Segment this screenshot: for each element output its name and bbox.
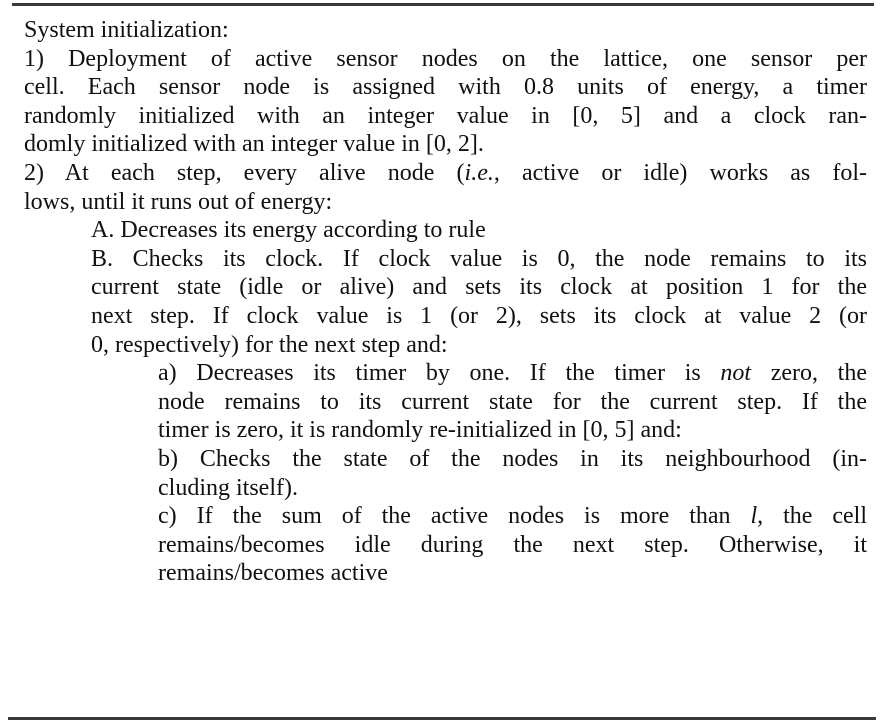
substep-b-line-4: 0, respectively) for the next step and: bbox=[91, 331, 448, 358]
substep-b-line-1: B. Checks its clock. If clock value is 0, the node remains to its bbox=[91, 245, 867, 272]
section-title: System initialization: bbox=[24, 17, 229, 43]
substep-b-line-3: next step. If clock value is 1 (or 2), sets its clock at value 2 (or bbox=[91, 302, 867, 329]
step1-line-3: randomly initialized with an integer value in [0, 5] and a clock ran- bbox=[24, 102, 867, 129]
item-c-line-1: c) If the sum of the active nodes is more than l, the cell bbox=[158, 503, 867, 530]
substep-b-line-2: current state (idle or alive) and sets its clock at position 1 for the bbox=[91, 274, 867, 301]
substep-a-line: A. Decreases its energy according to rule bbox=[91, 217, 486, 244]
item-a-line-2: node remains to its current state for the current step. If the bbox=[158, 388, 867, 415]
item-b-line-1: b) Checks the state of the nodes in its neighbourhood (in- bbox=[158, 445, 867, 472]
algorithm-box bbox=[24, 16, 867, 588]
step1-line-2: cell. Each sensor node is assigned with 0.8 units of energy, a timer bbox=[24, 74, 867, 101]
step1-line-1: 1) Deployment of active sensor nodes on the lattice, one sensor per bbox=[24, 45, 867, 72]
step2-line-1: 2) At each step, every alive node (i.e., active or idle) works as fol- bbox=[24, 159, 867, 186]
top-rule bbox=[12, 3, 874, 6]
item-b-line-2: cluding itself). bbox=[158, 474, 298, 501]
item-a-line-3: timer is zero, it is randomly re-initialized in [0, 5] and: bbox=[158, 417, 682, 444]
item-a-line-1: a) Decreases its timer by one. If the timer is not zero, the bbox=[158, 360, 867, 387]
item-c-line-2: remains/becomes idle during the next step. Otherwise, it bbox=[158, 531, 867, 558]
step2-line-2: lows, until it runs out of energy: bbox=[24, 188, 333, 215]
bottom-rule bbox=[8, 717, 876, 720]
step1-line-4: domly initialized with an integer value in [0, 2]. bbox=[24, 131, 484, 158]
item-c-line-3: remains/becomes active bbox=[158, 560, 388, 587]
